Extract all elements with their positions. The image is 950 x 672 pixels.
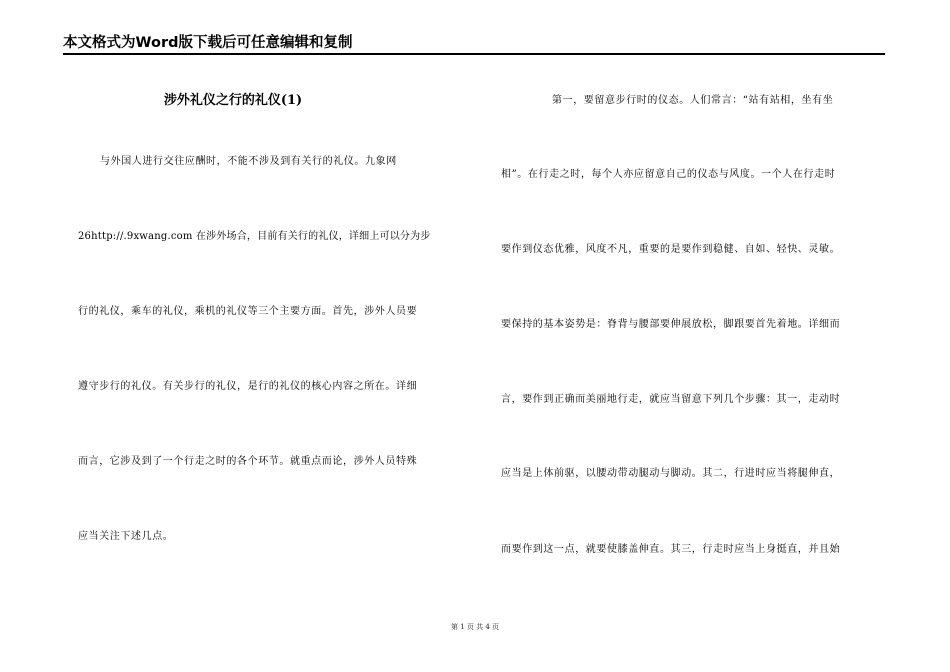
left-line-5: 而言，它涉及到了一个行走之时的各个环节。就重点而论，涉外人员特殊: [78, 456, 418, 467]
header-text: 本文格式为Word版下载后可任意编辑和复制: [63, 35, 353, 51]
right-line-5: 言，要作到正确而美丽地行走，就应当留意下列几个步骤：其一，走动时: [501, 394, 841, 405]
left-line-1: 与外国人进行交往应酬时，不能不涉及到有关行的礼仪。九象网: [100, 156, 397, 167]
left-line-6: 应当关注下述几点。: [78, 531, 174, 542]
right-line-4: 要保持的基本姿势是：脊背与腰部要伸展放松，脚跟要首先着地。详细而: [501, 319, 841, 330]
header-divider: [63, 53, 885, 55]
document-title: 涉外礼仪之行的礼仪(1): [163, 93, 303, 108]
right-line-3: 要作到仪态优雅，风度不凡，重要的是要作到稳健、自如、轻快、灵敏。: [501, 244, 841, 255]
left-line-4: 遵守步行的礼仪。有关步行的礼仪，是行的礼仪的核心内容之所在。详细: [78, 381, 418, 392]
right-line-7: 而要作到这一点，就要使膝盖伸直。其三，行走时应当上身挺直，并且始: [501, 544, 841, 555]
page-number: 第 1 页 共 4 页: [450, 623, 500, 631]
left-line-2: 26http://.9xwang.com 在涉外场合，目前有关行的礼仪，详细上可以分为步: [78, 231, 431, 242]
left-line-3: 行的礼仪，乘车的礼仪，乘机的礼仪等三个主要方面。首先，涉外人员要: [78, 306, 418, 317]
right-line-1: 第一，要留意步行时的仪态。人们常言：“站有站相，坐有坐: [552, 95, 834, 106]
right-line-6: 应当是上体前驱，以腰动带动腿动与脚动。其二，行进时应当将腿伸直，: [501, 468, 841, 479]
document-header: [63, 33, 885, 53]
right-line-2: 相”。在行走之时，每个人亦应留意自己的仪态与风度。一个人在行走时: [501, 169, 836, 180]
